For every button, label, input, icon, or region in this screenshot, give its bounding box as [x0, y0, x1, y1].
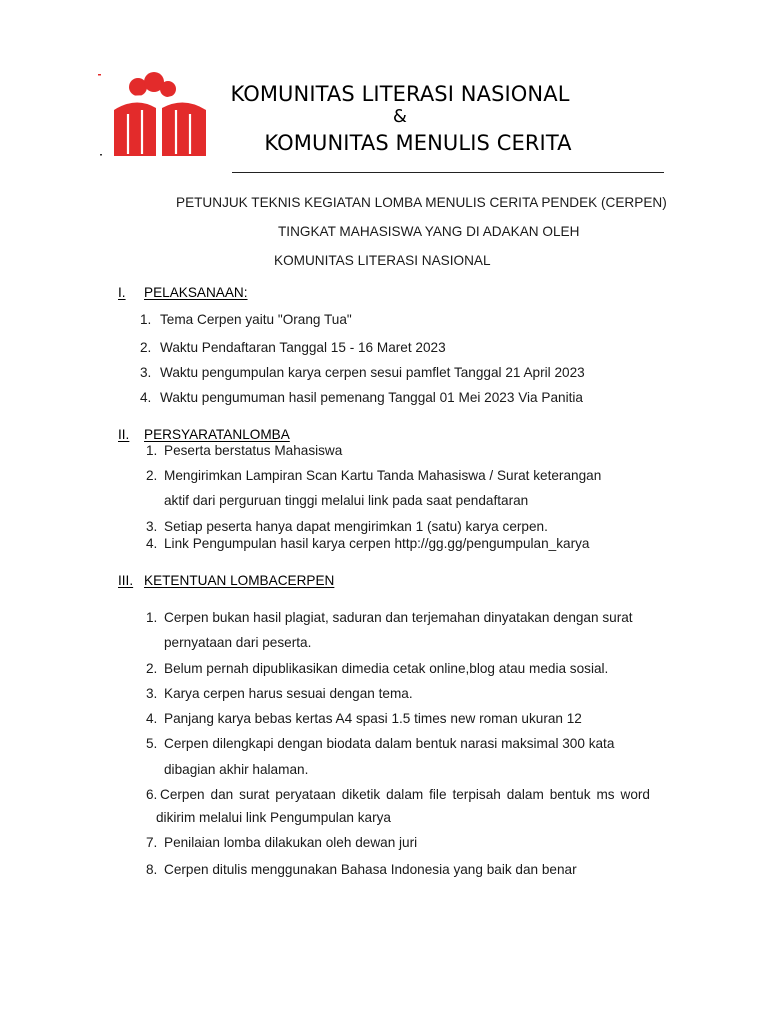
- list-number: 2.: [140, 340, 152, 355]
- list-item: Cerpen ditulis menggunakan Bahasa Indonesia yang baik dan benar: [164, 862, 577, 877]
- list-item: Mengirimkan Lampiran Scan Kartu Tanda Mahasiswa / Surat keterangan: [164, 468, 602, 483]
- header-divider: [232, 172, 664, 173]
- section-heading-persyaratan: II. PERSYARATANLOMBA: [118, 427, 290, 442]
- list-number: 4.: [146, 536, 158, 551]
- list-item: Karya cerpen harus sesuai dengan tema.: [164, 686, 413, 701]
- list-item: Panjang karya bebas kertas A4 spasi 1.5 times new roman ukuran 12: [164, 711, 582, 726]
- list-number: 4.: [140, 390, 152, 405]
- list-number: 6.: [146, 787, 158, 802]
- list-item: Cerpen dan surat peryataan diketik dalam file terpisah dalam bentuk ms word: [160, 787, 650, 802]
- list-number: 7.: [146, 835, 158, 850]
- list-number: 3.: [146, 686, 158, 701]
- list-item-continuation: dikirim melalui link Pengumpulan karya: [156, 810, 391, 825]
- org-name-secondary: KOMUNITAS MENULIS CERITA: [264, 131, 572, 155]
- list-item-continuation: dibagian akhir halaman.: [164, 762, 309, 777]
- list-number: 1.: [140, 312, 152, 327]
- list-item: Link Pengumpulan hasil karya cerpen http://gg.gg/pengumpulan_karya: [164, 536, 590, 551]
- list-item: Waktu Pendaftaran Tanggal 15 - 16 Maret 2023: [160, 340, 446, 355]
- list-number: 2.: [146, 661, 158, 676]
- list-item: Belum pernah dipublikasikan dimedia cetak online,blog atau media sosial.: [164, 661, 609, 676]
- list-number: 3.: [146, 519, 158, 534]
- ampersand: &: [392, 106, 408, 127]
- list-item: Penilaian lomba dilakukan oleh dewan juri: [164, 835, 418, 850]
- list-item: Waktu pengumuman hasil pemenang Tanggal 01 Mei 2023 Via Panitia: [160, 390, 583, 405]
- list-item: Cerpen dilengkapi dengan biodata dalam bentuk narasi maksimal 300 kata: [164, 736, 615, 751]
- list-number: 8.: [146, 862, 158, 877]
- list-item: Cerpen bukan hasil plagiat, saduran dan terjemahan dinyatakan dengan surat: [164, 610, 633, 625]
- list-number: 5.: [146, 736, 158, 751]
- list-number: 1.: [146, 610, 158, 625]
- list-item-continuation: pernyataan dari peserta.: [164, 635, 312, 650]
- section-heading-ketentuan: III. KETENTUAN LOMBACERPEN: [118, 573, 335, 588]
- list-item: Waktu pengumpulan karya cerpen sesui pamflet Tanggal 21 April 2023: [160, 365, 585, 380]
- document-title: PETUNJUK TEKNIS KEGIATAN LOMBA MENULIS CERITA PENDEK (CERPEN): [176, 195, 667, 210]
- list-item: Peserta berstatus Mahasiswa: [164, 443, 343, 458]
- document-subtitle: TINGKAT MAHASISWA YANG DI ADAKAN OLEH: [278, 224, 580, 239]
- list-number: 3.: [140, 365, 152, 380]
- section-heading-pelaksanaan: I. PELAKSANAAN:: [118, 285, 248, 300]
- list-number: 1.: [146, 443, 158, 458]
- document-organizer: KOMUNITAS LITERASI NASIONAL: [274, 253, 491, 268]
- list-item-continuation: aktif dari perguruan tinggi melalui link pada saat pendaftaran: [164, 493, 529, 508]
- list-number: 2.: [146, 468, 158, 483]
- list-item: Tema Cerpen yaitu "Orang Tua": [160, 312, 352, 327]
- list-item: Setiap peserta hanya dapat mengirimkan 1 (satu) karya cerpen.: [164, 519, 548, 534]
- org-name-primary: KOMUNITAS LITERASI NASIONAL: [230, 82, 570, 106]
- list-number: 4.: [146, 711, 158, 726]
